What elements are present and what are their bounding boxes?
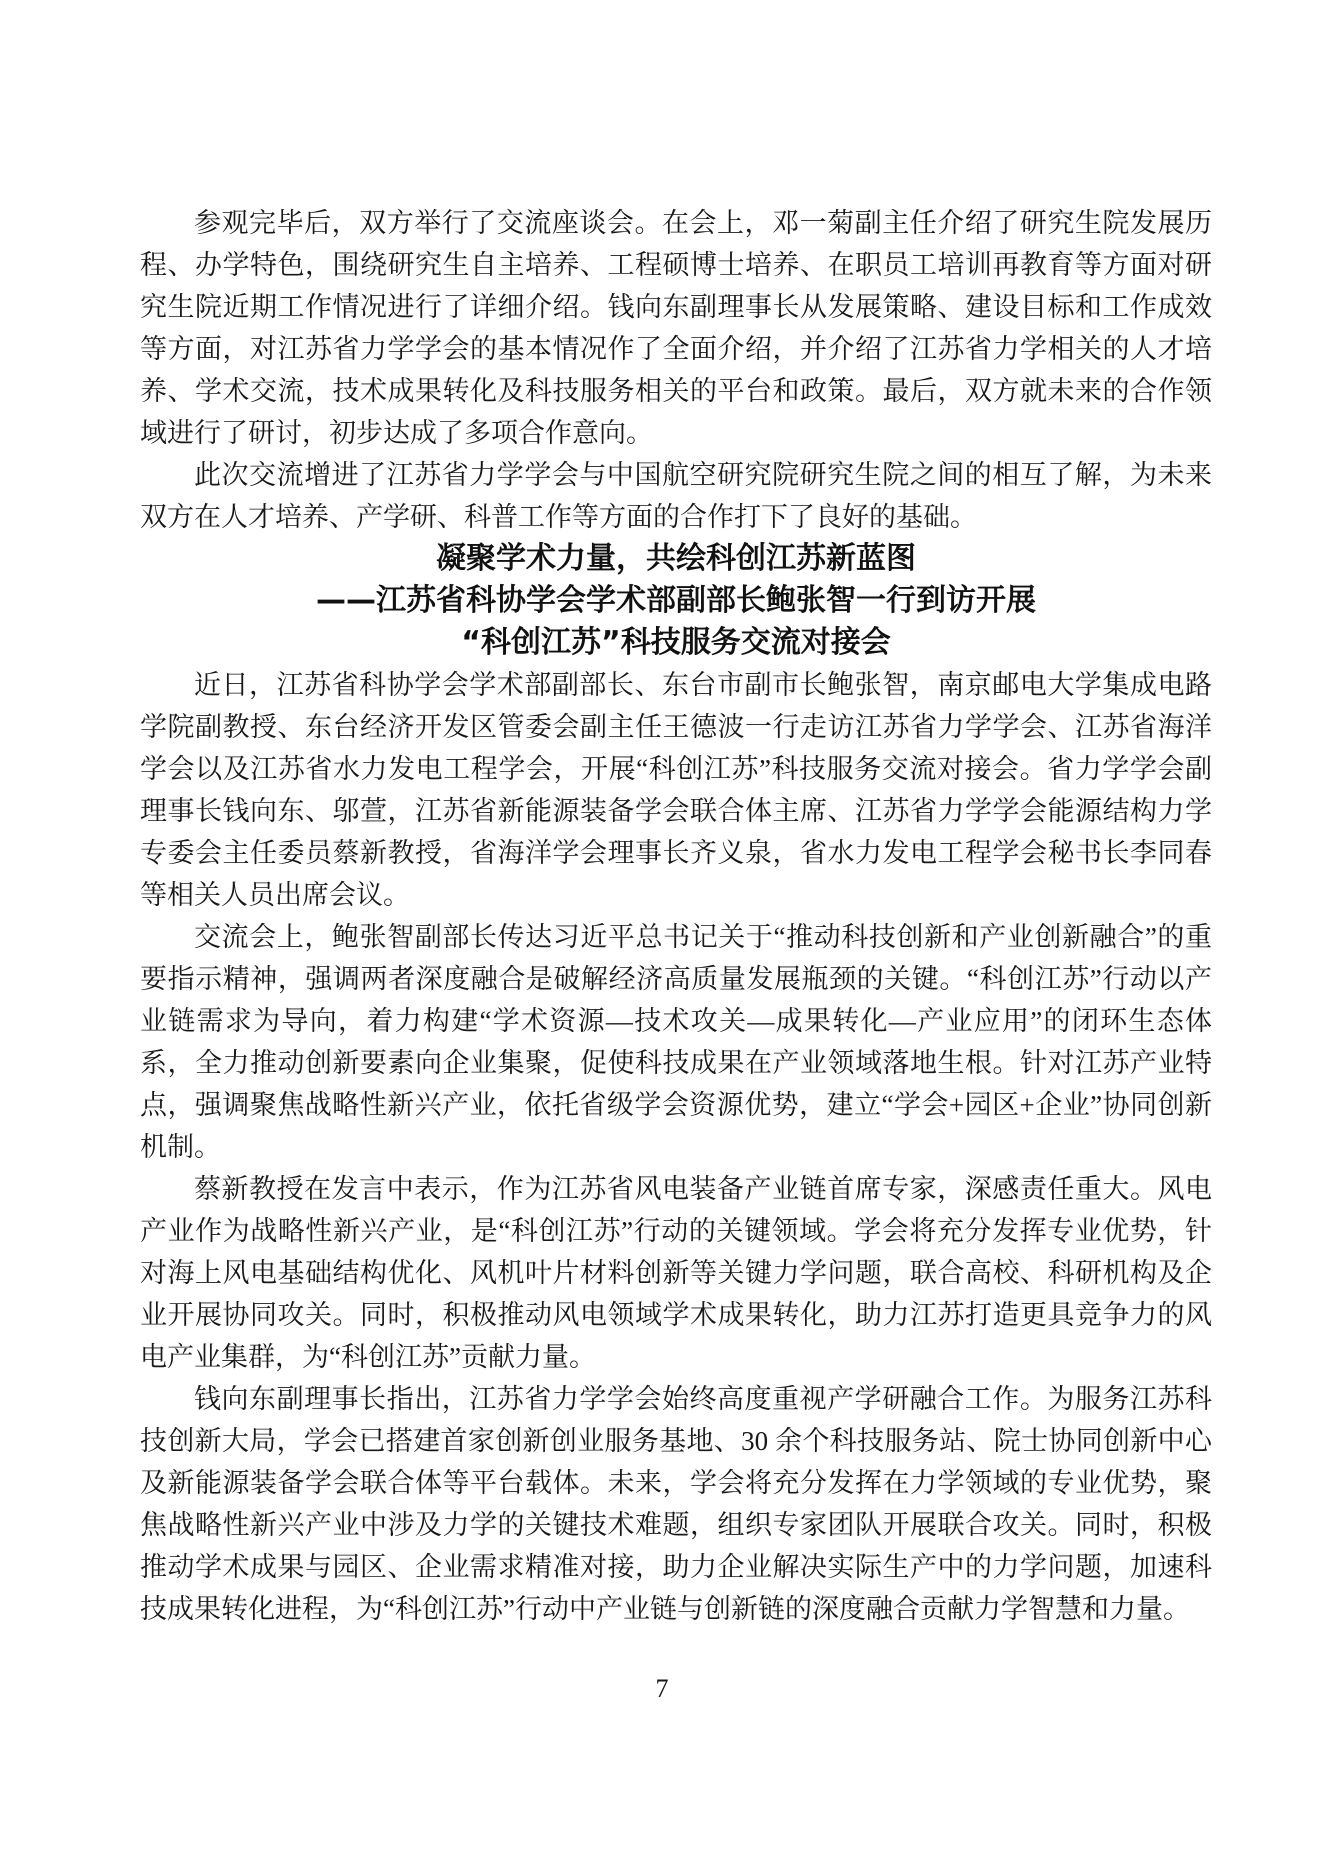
paragraph-qian-xiangdong-remarks: 钱向东副理事长指出，江苏省力学学会始终高度重视产学研融合工作。为服务江苏科技创新大局，学会已搭建首家创新创业服务基地、30 余个科技服务站、院士协同创新中心及新能源装备学会联合体等平台载体。未来，学会将充分发挥在力学领域的专业优势，聚焦战略性新兴产业中涉及力学的关键技术难题，组织专家团队开展联合攻关。同时，积极推动学术成果与园区、企业需求精准对接，助力企业解决实际生产中的力学问题，加速科技成果转化进程，为“科创江苏”行动中产业链与创新链的深度融合贡献力学智慧和力量。 — [140, 1384, 1212, 1624]
paragraph-cai-xin-remarks: 蔡新教授在发言中表示，作为江苏省风电装备产业链首席专家，深感责任重大。风电产业作为战略性新兴产业，是“科创江苏”行动的关键领域。学会将充分发挥专业优势，针对海上风电基础结构优化、风机叶片材料创新等关键力学问题，联合高校、科研机构及企业开展协同攻关。同时，积极推动风电领域学术成果转化，助力江苏打造更具竞争力的风电产业集群，为“科创江苏”贡献力量。 — [140, 1174, 1212, 1372]
paragraph-visit-summary: 参观完毕后，双方举行了交流座谈会。在会上，邓一菊副主任介绍了研究生院发展历程、办学特色，围绕研究生自主培养、工程硕博士培养、在职员工培训再教育等方面对研究生院近期工作情况进行了详细介绍。钱向东副理事长从发展策略、建设目标和工作成效等方面，对江苏省力学学会的基本情况作了全面介绍，并介绍了江苏省力学相关的人才培养、学术交流，技术成果转化及科技服务相关的平台和政策。最后，双方就未来的合作领域进行了研讨，初步达成了多项合作意向。 — [140, 208, 1212, 448]
paragraph-exchange-outcome: 此次交流增进了江苏省力学学会与中国航空研究院研究生院之间的相互了解，为未来双方在人才培养、产学研、科普工作等方面的合作打下了良好的基础。 — [140, 460, 1212, 532]
page-number: 7 — [655, 1674, 669, 1703]
section-title-line-3: “科创江苏”科技服务交流对接会 — [461, 625, 891, 660]
paragraph-meeting-attendees: 近日，江苏省科协学会学术部副部长、东台市副市长鲍张智，南京邮电大学集成电路学院副教授、东台经济开发区管委会副主任王德波一行走访江苏省力学学会、江苏省海洋学会以及江苏省水力发电工程学会，开展“科创江苏”科技服务交流对接会。省力学学会副理事长钱向东、邬萱，江苏省新能源装备学会联合体主席、江苏省力学学会能源结构力学专委会主任委员蔡新教授，省海洋学会理事长齐义泉，省水力发电工程学会秘书长李同春等相关人员出席会议。 — [140, 670, 1212, 910]
section-title-line-2: ——江苏省科协学会学术部副部长鲍张智一行到访开展 — [316, 583, 1036, 618]
section-title-line-1: 凝聚学术力量，共绘科创江苏新蓝图 — [436, 541, 916, 576]
paragraph-bao-zhangzhi-remarks: 交流会上，鲍张智副部长传达习近平总书记关于“推动科技创新和产业创新融合”的重要指示精神，强调两者深度融合是破解经济高质量发展瓶颈的关键。“科创江苏”行动以产业链需求为导向，着力构建“学术资源—技术攻关—成果转化—产业应用”的闭环生态体系，全力推动创新要素向企业集聚，促使科技成果在产业领域落地生根。针对江苏产业特点，强调聚焦战略性新兴产业，依托省级学会资源优势，建立“学会+园区+企业”协同创新机制。 — [140, 922, 1212, 1162]
